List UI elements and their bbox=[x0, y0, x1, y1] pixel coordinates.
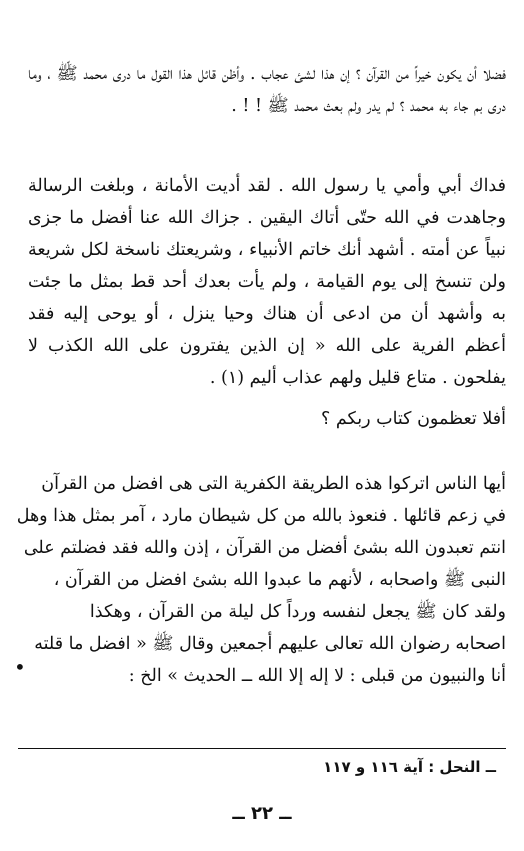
page-number: ــ ٢٢ ــ bbox=[232, 803, 292, 824]
paragraph-4-line: أنا والنبيون من قبلى : لا إله إلا الله ــ الحديث » الخ : bbox=[128, 666, 506, 686]
footnote-divider bbox=[18, 748, 506, 749]
paragraph-4-line: ولقد كان ﷺ يجعل لنفسه ورداً كل ليلة من القرآن ، وهكذا bbox=[89, 602, 506, 622]
paragraph-4-line: اصحابه رضوان الله تعالى عليهم أجمعين وقال ﷺ « افضل ما قلته bbox=[34, 634, 506, 654]
paragraph-4-line: أيها الناس اتركوا هذه الطريقة الكفرية التى هى افضل من القرآن bbox=[41, 474, 506, 494]
paragraph-4-line: النبى ﷺ واصحابه ، لأنهم ما عبدوا الله بشئ افضل من القرآن ، bbox=[53, 570, 506, 590]
paragraph-1: فضلا أن يكون خيراً من القرآن ؟ إن هذا لشئ عجاب . وأظن قائل هذا القول ما درى محمد ﷺ ، وما درى بم جاء به محمد ؟ لم يدر ولم بعث محمد ﷺ ! ! . bbox=[28, 64, 506, 116]
paragraph-4-line: في زعم قائلها . فنعوذ بالله من كل شيطان مارد ، آمر بمثل هذا وهل bbox=[16, 506, 506, 526]
margin-mark: • bbox=[14, 655, 26, 679]
paragraph-2: فداك أبي وأمي يا رسول الله . لقد أديت الأمانة ، وبلغت الرسالة وجاهدت في الله حتّى أتاك اليقين . جزاك الله عنا أفضل ما جزى نبياً عن أمته . أشهد أنك خاتم الأنبياء ، وشريعتك ناسخة لكل شريعة ولن تنسخ إلى يوم القيامة ، ولم يأت بعدك أحد قط بمثل ما جئت به وأشهد أن من ادعى أن هناك وحيا ينزل ، أو يوحى إليه فقد أعظم الفرية على الله « إن الذين يفترون على الله الكذب لا يفلحون . متاع قليل ولهم عذاب أليم (١) . bbox=[28, 176, 506, 388]
paragraph-4 bbox=[16, 468, 506, 692]
paragraph-4-line: انتم تعبدون الله بشئ أفضل من القرآن ، إذن والله فقد فضلتم على bbox=[23, 538, 506, 558]
footnote: ــ النحل : آية ١١٦ و ١١٧ bbox=[323, 758, 496, 776]
paragraph-3: أفلا تعظمون كتاب ربكم ؟ bbox=[321, 409, 506, 429]
